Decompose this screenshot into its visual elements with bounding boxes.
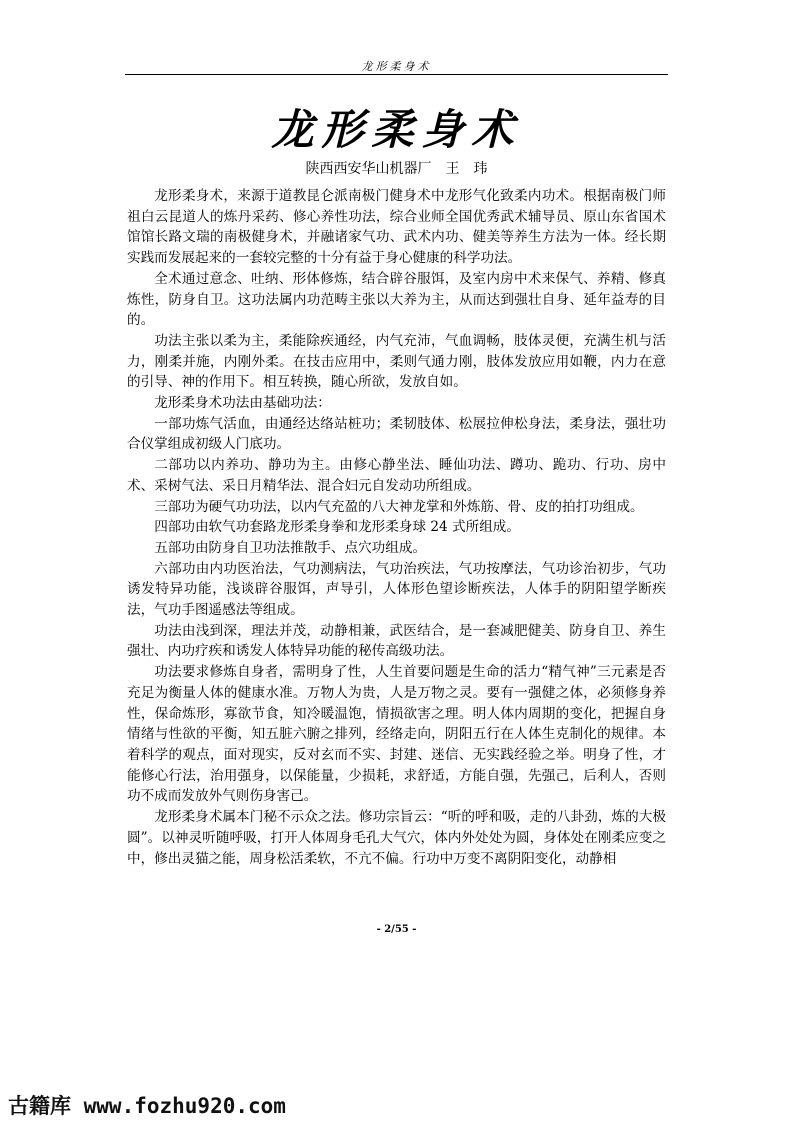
body-paragraph: 龙形柔身术，来源于道教昆仑派南极门健身术中龙形气化致柔内功术。根据南极门师祖白云昆道人的炼丹采药、修心养性功法，综合业师全国优秀武术辅导员、原山东省国术馆馆长路文瑞的南极健身术，并融诸家气功、武术内功、健美等养生方法为一体。经长期实践而发展起来的一套较完整的十分有益于身心健康的科学功法。 (127, 188, 666, 267)
body-paragraph: 三部功为硬气功功法，以内气充盈的八大神龙掌和外炼筋、骨、皮的拍打功组成。 (154, 498, 644, 515)
body-paragraph: 四部功由软气功套路龙形柔身拳和龙形柔身球 24 式所组成。 (154, 519, 520, 536)
body-paragraph: 五部功由防身自卫功法推散手、点穴功组成。 (154, 539, 427, 556)
article-title: 龙形柔身术 (271, 105, 522, 154)
header-rule (125, 74, 668, 75)
site-watermark: 古籍库 www.fozhu920.com (8, 1094, 286, 1118)
article-body (127, 186, 666, 869)
body-paragraph: 六部功由内功医治法，气功测病法，气功治疾法，气功按摩法，气功诊治初步，气功诱发特异功能，浅谈辟谷服饵，声导引，人体形色望诊断疾法，人体手的阴阳望学断疾法，气功手图遥感法等组成。 (127, 560, 666, 619)
body-paragraph: 功法要求修炼自身者，需明身了性，人生首要问题是生命的活力“精气神”三元素是否充足为衡量人体的健康水准。万物人为贵，人是万物之灵。要有一强健之体，必须修身养性，保命炼形，寡欲节食，知冷暖温饱，情损欲害之理。明人体内周期的变化，把握自身情绪与性欲的平衡，知五脏六腑之排列，经络走向，阴阳五行在人体生克制化的规律。本着科学的观点，面对现实，反对玄而不实、封建、迷信、无实践经验之举。明身了性，才能修心行法，治用强身，以保能量，少损耗，求舒适，方能自强，先强己，后利人，否则功不成而发放外气则伤身害己。 (127, 664, 666, 805)
body-paragraph: 功法主张以柔为主，柔能除疾通经，内气充沛，气血调畅，肢体灵便，充满生机与活力，刚柔并施，内刚外柔。在技击应用中，柔则气通力刚，肢体发放应用如鞭，内力在意的引导、神的作用下。相互转换，随心所欲，发放自如。 (127, 332, 666, 391)
body-paragraph: 龙形柔身术功法由基础功法： (154, 395, 331, 412)
body-paragraph: 功法由浅到深，理法并茂，动静相兼，武医结合，是一套减肥健美、防身自卫、养生强壮、内功疗疾和诱发人体特异功能的秘传高级功法。 (127, 622, 666, 660)
article-byline: 陕西西安华山机器厂 王 玮 (305, 161, 488, 177)
body-paragraph: 二部功以内养功、静功为主。由修心静坐法、睡仙功法、蹲功、跪功、行功、房中术、采树气法、采日月精华法、混合妇元自发动功所组成。 (127, 457, 666, 494)
body-paragraph: 一部功炼气活血，由通经达络站桩功；柔韧肢体、松展拉伸松身法，柔身法，强壮功合仪掌组成初级人门底功。 (127, 415, 666, 453)
running-header: 龙形柔身术 (361, 60, 432, 73)
page-number: - 2/55 - (376, 924, 417, 935)
body-paragraph: 全术通过意念、吐纳、形体修炼，结合辟谷服饵，及室内房中术来保气、养精、修真炼性，防身自卫。这功法属内功范畴主张以大养为主，从而达到强壮自身、延年益寿的目的。 (127, 270, 666, 329)
body-paragraph: 龙形柔身术属本门秘不示众之法。修功宗旨云：“听的呼和吸，走的八卦劲，炼的大极圆”。以神灵听随呼吸，打开人体周身毛孔大气穴，体内外处处为圆，身体处在刚柔应变之中，修出灵猫之能，周身松活柔软，不亢不偏。行功中万变不离阴阳变化，动静相 (127, 809, 666, 867)
